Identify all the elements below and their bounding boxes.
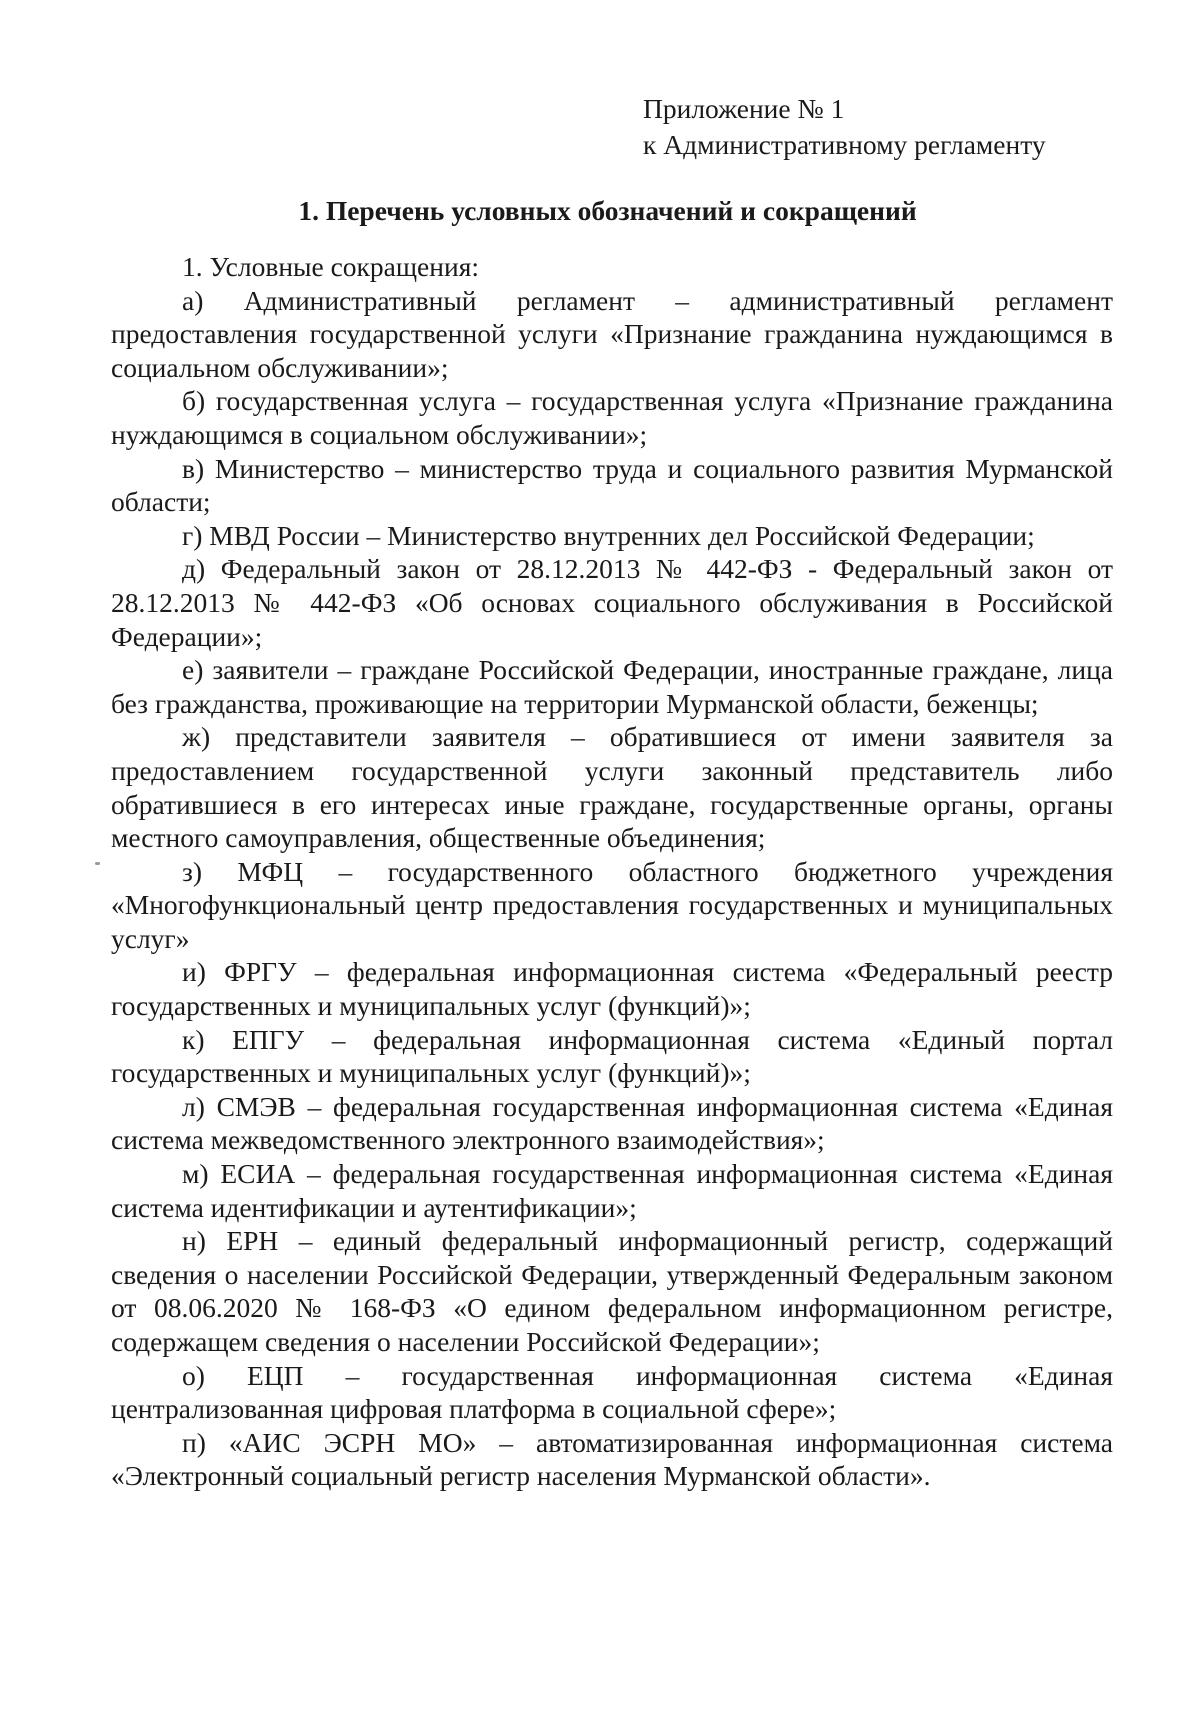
list-item-b: б) государственная услуга – государственная услуга «Признание гражданина нуждающимся в социальном обслуживании»; (111, 385, 1113, 450)
list-item-k: к) ЕПГУ – федеральная информационная система «Единый портал государственных и муниципальных услуг (функций)»; (111, 1023, 1113, 1089)
list-item-v: в) Министерство – министерство труда и социального развития Мурманской области; (111, 452, 1113, 518)
document-title: 1. Перечень условных обозначений и сокращений (298, 195, 917, 226)
list-item-l: л) СМЭВ – федеральная государственная информационная система «Единая система межведомственного электронного взаимодействия»; (111, 1090, 1113, 1156)
list-item-d: д) Федеральный закон от 28.12.2013 № 442-ФЗ - Федеральный закон от 28.12.2013 № 442-ФЗ «Об основах социального обслуживания в Российской Федерации»; (111, 553, 1113, 652)
list-item-p: п) «АИС ЭСРН МО» – автоматизированная информационная система «Электронный социальный регистр населения Мурманской области». (111, 1426, 1113, 1492)
appendix-reference: к Административному регламенту (643, 129, 1046, 160)
abbreviations-list (111, 250, 1113, 1493)
appendix-header (643, 91, 1046, 163)
list-item-zh: ж) представители заявителя – обратившиеся от имени заявителя за предоставлением государственной услуги законный представитель либо обратившиеся в его интересах иные граждане, государственные органы, органы местного самоуправления, общественные объединения; (111, 721, 1113, 854)
list-item-e: е) заявители – граждане Российской Федерации, иностранные граждане, лица без гражданства, проживающие на территории Мурманской области, беженцы; (111, 654, 1113, 719)
list-item-g: г) МВД России – Министерство внутренних дел Российской Федерации; (182, 519, 1035, 551)
list-item-o: о) ЕЦП – государственная информационная система «Единая централизованная цифровая платформа в социальной сфере»; (111, 1359, 1113, 1425)
list-item-i: и) ФРГУ – федеральная информационная система «Федеральный реестр государственных и муниципальных услуг (функций)»; (111, 956, 1113, 1022)
list-item-a: а) Административный регламент – административный регламент предоставления государственной услуги «Признание гражданина нуждающимся в социальном обслуживании»; (111, 284, 1113, 383)
appendix-number: Приложение № 1 (643, 93, 845, 124)
scan-artifact (95, 862, 100, 865)
list-intro: 1. Условные сокращения: (182, 251, 479, 282)
list-item-m: м) ЕСИА – федеральная государственная информационная система «Единая система идентификации и аутентификации»; (111, 1158, 1113, 1223)
list-item-n: н) ЕРН – единый федеральный информационный регистр, содержащий сведения о населении Российской Федерации, утвержденный Федеральным законом от 08.06.2020 № 168-ФЗ «О едином федеральном информационном регистре, содержащем сведения о населении Российской Федерации»; (111, 1225, 1113, 1357)
list-item-z: з) МФЦ – государственного областного бюджетного учреждения «Многофункциональный центр предоставления государственных и муниципальных услуг» (111, 855, 1113, 954)
